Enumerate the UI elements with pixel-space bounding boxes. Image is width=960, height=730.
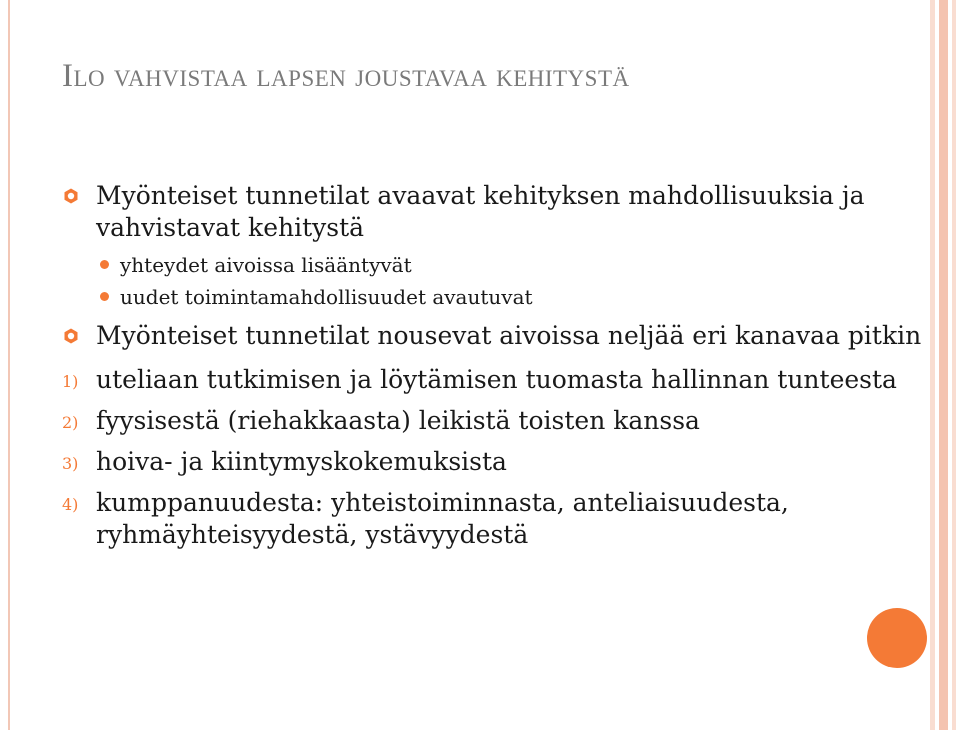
bullet-text: Myönteiset tunnetilat nousevat aivoissa neljää eri kanavaa pitkin [96,321,922,350]
numbered-text: uteliaan tutkimisen ja löytämisen tuomasta hallinnan tunteesta [96,365,897,394]
list-number: 4) [62,495,79,514]
slide-title: Ilo vahvistaa lapsen joustavaa kehitystä [62,58,630,94]
numbered-text: hoiva- ja kiintymyskokemuksista [96,447,507,476]
numbered-item [62,446,942,478]
bullet-item [62,180,942,244]
bullet-item [62,320,942,352]
numbered-item [62,364,942,396]
list-number: 3) [62,454,79,473]
sub-bullet-item [62,250,942,280]
orange-ring-bullet-icon [62,187,80,205]
orange-circle-decoration [867,608,927,668]
left-decor-line [8,0,10,730]
sub-bullet-text: uudet toimintamahdollisuudet avautuvat [120,285,533,309]
orange-dot-bullet-icon [100,260,109,269]
bullet-text: Myönteiset tunnetilat avaavat kehityksen mahdollisuuksia ja vahvistavat kehitystä [96,181,865,242]
orange-ring-bullet-icon [62,327,80,345]
numbered-item [62,405,942,437]
sub-bullet-item [62,282,942,312]
list-number: 2) [62,413,79,432]
numbered-text: kumppanuudesta: yhteistoiminnasta, anteliaisuudesta, ryhmäyhteisyydestä, ystävyydestä [96,488,789,549]
sub-bullet-text: yhteydet aivoissa lisääntyvät [120,253,412,277]
numbered-text: fyysisestä (riehakkaasta) leikistä toisten kanssa [96,406,700,435]
slide-content [62,180,942,560]
decor-stripe [952,0,956,730]
orange-dot-bullet-icon [100,292,109,301]
list-number: 1) [62,372,79,391]
numbered-item [62,487,942,551]
